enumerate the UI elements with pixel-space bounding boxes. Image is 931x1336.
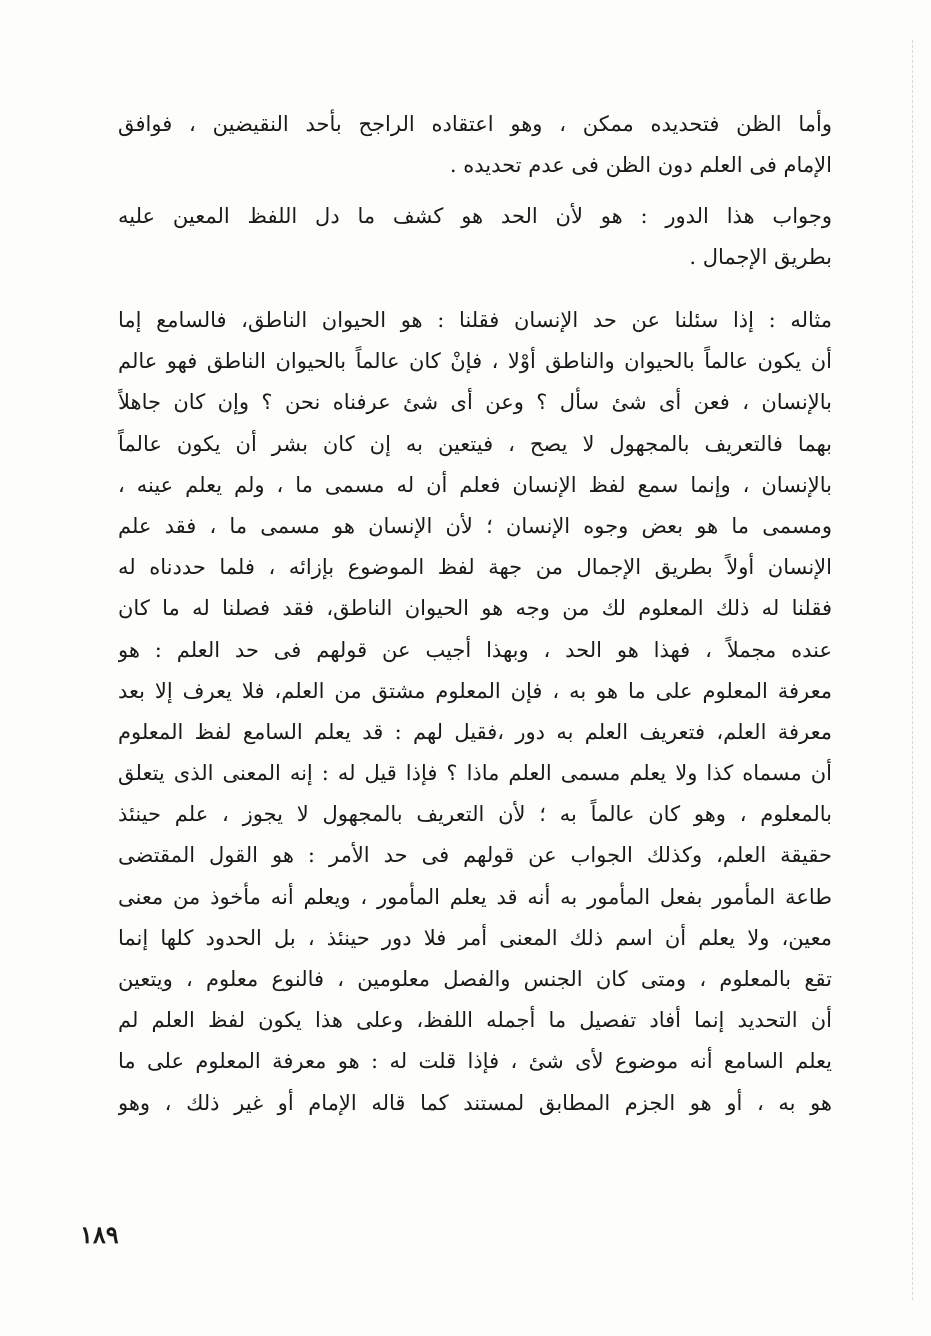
text-line: بالإنسان ، فعن أى شئ سأل ؟ وعن أى شئ عرفناه نحن ؟ وإن كان جاهلاً xyxy=(118,390,832,415)
text-line: بطريق الإجمال . xyxy=(689,245,832,270)
text-line: تقع بالمعلوم ، ومتى كان الجنس والفصل معلومين ، فالنوع معلوم ، ويتعين xyxy=(118,967,832,991)
paragraph-1 xyxy=(118,104,832,186)
text-line: يعلم السامع أنه موضوع لأى شئ ، فإذا قلت له : هو معرفة المعلوم على ما xyxy=(118,1049,832,1074)
text-line: عنده مجملاً ، فهذا هو الحد ، وبهذا أجيب عن قولهم فى حد العلم : هو xyxy=(118,637,832,662)
text-line: وجواب هذا الدور : هو لأن الحد هو كشف ما دل اللفظ المعين عليه xyxy=(118,204,832,228)
text-line: فقلنا له ذلك المعلوم لك من وجه هو الحيوان الناطق، فقد فصلنا له ما كان xyxy=(118,596,832,621)
text-line: أن التحديد إنما أفاد تفصيل ما أجمله اللفظ، وعلى هذا يكون لفظ العلم لم xyxy=(118,1008,832,1033)
text-line: معرفة المعلوم على ما هو به ، فإن المعلوم مشتق من العلم، فلا يعرف إلا بعد xyxy=(118,678,832,703)
page-number: ١٨٩ xyxy=(80,1220,119,1249)
text-line: بالإنسان ، وإنما سمع لفظ الإنسان فعلم أن له مسمى ما ، ولم يعلم عينه ، xyxy=(118,472,832,497)
text-line: أن مسماه كذا ولا يعلم مسمى العلم ماذا ؟ فإذا قيل له : إنه المعنى الذى يتعلق xyxy=(118,761,832,786)
page-edge-divider xyxy=(912,40,913,1300)
text-line: مثاله : إذا سئلنا عن حد الإنسان فقلنا : هو الحيوان الناطق، فالسامع إما xyxy=(118,308,832,332)
text-line: هو به ، أو هو الجزم المطابق لمستند كما قاله الإمام أو غير ذلك ، وهو xyxy=(118,1090,832,1115)
text-line: ومسمى ما هو بعض وجوه الإنسان ؛ لأن الإنسان هو مسمى ما ، فقد علم xyxy=(118,513,832,538)
paragraph-3 xyxy=(118,300,832,1124)
text-line: وأما الظن فتحديده ممكن ، وهو اعتقاده الراجح بأحد النقيضين ، فوافق xyxy=(118,112,832,136)
text-line: بهما فالتعريف بالمجهول لا يصح ، فيتعين به إن كان بشر أن يكون عالماً xyxy=(118,431,832,456)
text-line: حقيقة العلم، وكذلك الجواب عن قولهم فى حد الأمر : هو القول المقتضى xyxy=(118,843,832,868)
paragraph-2 xyxy=(118,196,832,278)
text-line: طاعة المأمور بفعل المأمور به أنه قد يعلم المأمور ، ويعلم أنه مأخوذ من معنى xyxy=(118,884,832,909)
text-line: معين، ولا يعلم أن اسم ذلك المعنى أمر فلا دور حينئذ ، بل الحدود كلها إنما xyxy=(118,925,832,950)
text-line: الإمام فى العلم دون الظن فى عدم تحديده . xyxy=(449,153,832,178)
text-line: معرفة العلم، فتعريف العلم به دور ،فقيل لهم : قد يعلم السامع لفظ المعلوم xyxy=(118,719,832,744)
text-line: بالمعلوم ، وهو كان عالماً به ؛ لأن التعريف بالمجهول لا يجوز ، علم حينئذ xyxy=(118,802,832,827)
text-line: أن يكون عالماً بالحيوان والناطق أوْلا ، فإنْ كان عالماً بالحيوان الناطق فهو عالم xyxy=(118,349,832,374)
text-line: الإنسان أولاً بطريق الإجمال من جهة لفظ الموضوع بإزائه ، فلما حددناه له xyxy=(118,555,832,580)
